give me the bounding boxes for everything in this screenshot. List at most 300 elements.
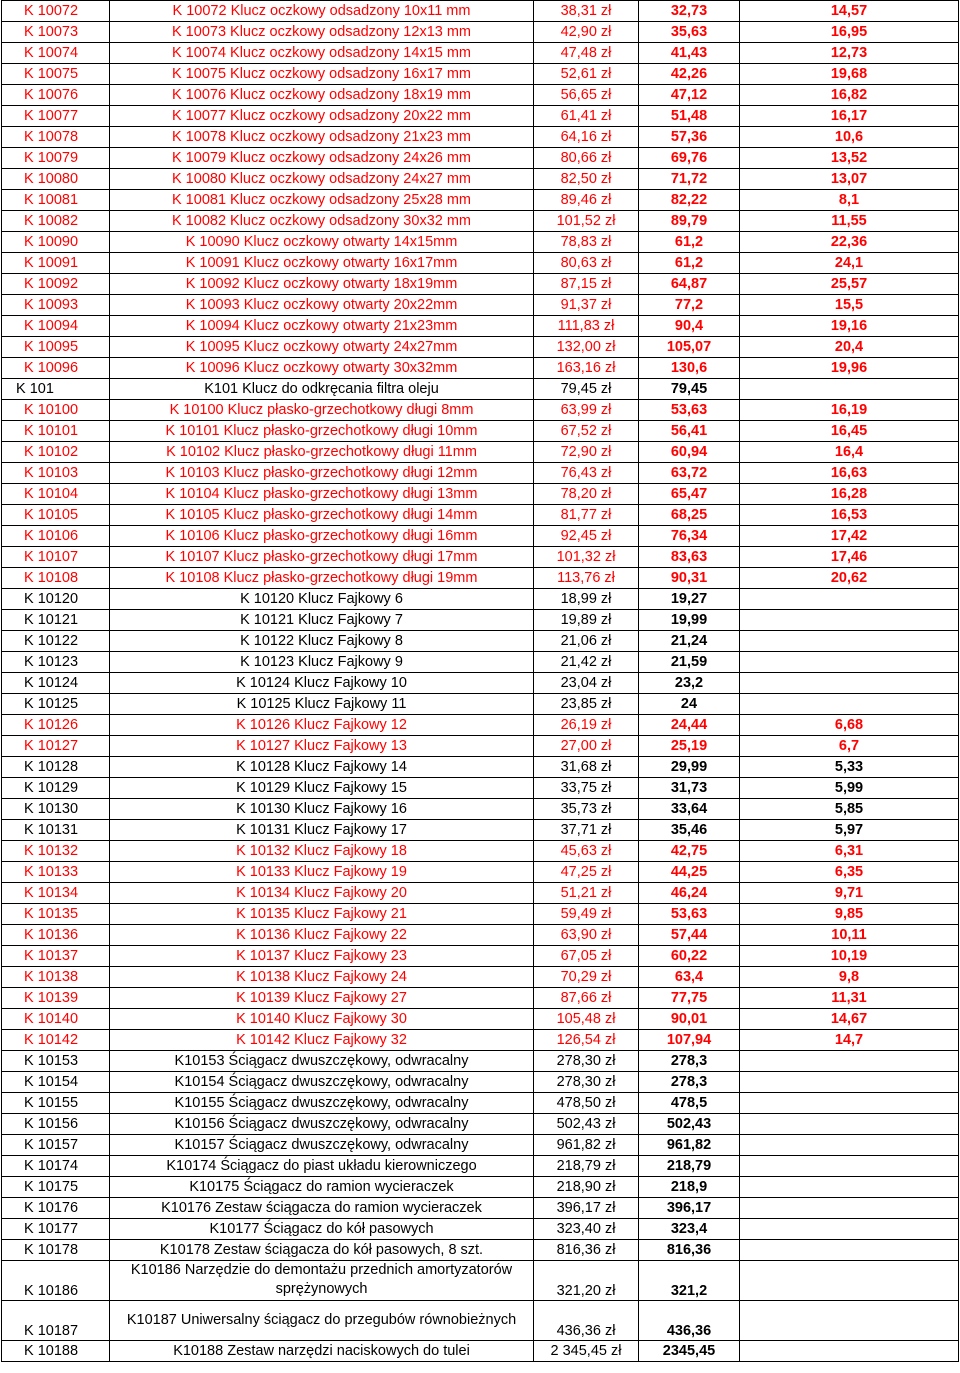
table-row <box>2 757 959 778</box>
net-price-cell: 64,87 <box>639 274 740 295</box>
gross-price-cell: 816,36 zł <box>534 1240 639 1261</box>
gross-price-cell: 63,90 zł <box>534 925 639 946</box>
product-name-cell: K10187 Uniwersalny ściągacz do przegubów równobieżnych <box>110 1301 534 1341</box>
product-name-cell: K10174 Ściągacz do piast układu kierowniczego <box>110 1156 534 1177</box>
gross-price-cell: 64,16 zł <box>534 127 639 148</box>
product-code-cell: K 10080 <box>2 169 110 190</box>
product-name-cell: K 10091 Klucz oczkowy otwarty 16x17mm <box>110 253 534 274</box>
gross-price-cell: 132,00 zł <box>534 337 639 358</box>
discount-cell: 16,63 <box>740 463 959 484</box>
gross-price-cell: 80,66 zł <box>534 148 639 169</box>
table-row <box>2 967 959 988</box>
gross-price-cell: 56,65 zł <box>534 85 639 106</box>
product-name-cell: K 10108 Klucz płasko-grzechotkowy długi 19mm <box>110 568 534 589</box>
product-name-cell: K 10092 Klucz oczkowy otwarty 18x19mm <box>110 274 534 295</box>
table-row <box>2 1198 959 1219</box>
gross-price-cell: 92,45 zł <box>534 526 639 547</box>
discount-cell: 22,36 <box>740 232 959 253</box>
product-code-cell: K 10090 <box>2 232 110 253</box>
gross-price-cell: 63,99 zł <box>534 400 639 421</box>
product-name-cell: K 10076 Klucz oczkowy odsadzony 18x19 mm <box>110 85 534 106</box>
net-price-cell: 77,2 <box>639 295 740 316</box>
product-name-cell: K10177 Ściągacz do kół pasowych <box>110 1219 534 1240</box>
table-row <box>2 1240 959 1261</box>
table-body <box>2 1 959 1362</box>
product-name-cell: K10156 Ściągacz dwuszczękowy, odwracalny <box>110 1114 534 1135</box>
product-code-cell: K 10094 <box>2 316 110 337</box>
discount-cell: 13,07 <box>740 169 959 190</box>
gross-price-cell: 87,15 zł <box>534 274 639 295</box>
discount-cell: 17,46 <box>740 547 959 568</box>
gross-price-cell: 81,77 zł <box>534 505 639 526</box>
gross-price-cell: 126,54 zł <box>534 1030 639 1051</box>
product-name-cell: K 10139 Klucz Fajkowy 27 <box>110 988 534 1009</box>
table-row <box>2 652 959 673</box>
net-price-cell: 29,99 <box>639 757 740 778</box>
product-name-cell: K 10072 Klucz oczkowy odsadzony 10x11 mm <box>110 1 534 22</box>
net-price-cell: 816,36 <box>639 1240 740 1261</box>
gross-price-cell: 70,29 zł <box>534 967 639 988</box>
discount-cell <box>740 1093 959 1114</box>
gross-price-cell: 101,52 zł <box>534 211 639 232</box>
net-price-cell: 77,75 <box>639 988 740 1009</box>
product-name-cell: K10153 Ściągacz dwuszczękowy, odwracalny <box>110 1051 534 1072</box>
product-code-cell: K 10129 <box>2 778 110 799</box>
table-row <box>2 673 959 694</box>
net-price-cell: 25,19 <box>639 736 740 757</box>
discount-cell: 10,6 <box>740 127 959 148</box>
product-code-cell: K 10154 <box>2 1072 110 1093</box>
product-code-cell: K 10178 <box>2 1240 110 1261</box>
table-row <box>2 1051 959 1072</box>
net-price-cell: 436,36 <box>639 1301 740 1341</box>
net-price-cell: 53,63 <box>639 400 740 421</box>
net-price-cell: 47,12 <box>639 85 740 106</box>
net-price-cell: 218,9 <box>639 1177 740 1198</box>
product-code-cell: K 10136 <box>2 925 110 946</box>
product-code-cell: K 10092 <box>2 274 110 295</box>
discount-cell: 9,71 <box>740 883 959 904</box>
product-code-cell: K 10135 <box>2 904 110 925</box>
product-name-cell: K 10103 Klucz płasko-grzechotkowy długi 12mm <box>110 463 534 484</box>
product-code-cell: K 10126 <box>2 715 110 736</box>
gross-price-cell: 91,37 zł <box>534 295 639 316</box>
gross-price-cell: 21,06 zł <box>534 631 639 652</box>
table-row <box>2 1341 959 1362</box>
product-code-cell: K 10153 <box>2 1051 110 1072</box>
product-code-cell: K 10077 <box>2 106 110 127</box>
net-price-cell: 130,6 <box>639 358 740 379</box>
net-price-cell: 35,46 <box>639 820 740 841</box>
discount-cell: 9,85 <box>740 904 959 925</box>
gross-price-cell: 111,83 zł <box>534 316 639 337</box>
product-name-cell: K 10124 Klucz Fajkowy 10 <box>110 673 534 694</box>
product-code-cell: K 10105 <box>2 505 110 526</box>
table-row <box>2 1093 959 1114</box>
discount-cell: 12,73 <box>740 43 959 64</box>
table-row <box>2 106 959 127</box>
gross-price-cell: 101,32 zł <box>534 547 639 568</box>
net-price-cell: 71,72 <box>639 169 740 190</box>
product-code-cell: K 10096 <box>2 358 110 379</box>
product-code-cell: K 10123 <box>2 652 110 673</box>
table-row <box>2 610 959 631</box>
product-name-cell: K 10121 Klucz Fajkowy 7 <box>110 610 534 631</box>
product-name-cell: K 10134 Klucz Fajkowy 20 <box>110 883 534 904</box>
product-name-cell: K 10129 Klucz Fajkowy 15 <box>110 778 534 799</box>
net-price-cell: 23,2 <box>639 673 740 694</box>
gross-price-cell: 278,30 zł <box>534 1051 639 1072</box>
net-price-cell: 323,4 <box>639 1219 740 1240</box>
discount-cell: 11,55 <box>740 211 959 232</box>
discount-cell: 6,31 <box>740 841 959 862</box>
discount-cell: 5,99 <box>740 778 959 799</box>
gross-price-cell: 26,19 zł <box>534 715 639 736</box>
gross-price-cell: 59,49 zł <box>534 904 639 925</box>
gross-price-cell: 38,31 zł <box>534 1 639 22</box>
gross-price-cell: 396,17 zł <box>534 1198 639 1219</box>
product-code-cell: K 10075 <box>2 64 110 85</box>
product-code-cell: K 10122 <box>2 631 110 652</box>
discount-cell <box>740 1135 959 1156</box>
product-name-cell: K10178 Zestaw ściągacza do kół pasowych, 8 szt. <box>110 1240 534 1261</box>
product-name-cell: K 10090 Klucz oczkowy otwarty 14x15mm <box>110 232 534 253</box>
discount-cell: 9,8 <box>740 967 959 988</box>
product-name-cell: K10186 Narzędzie do demontażu przednich amortyzatorów sprężynowych <box>110 1261 534 1301</box>
net-price-cell: 31,73 <box>639 778 740 799</box>
discount-cell: 8,1 <box>740 190 959 211</box>
product-code-cell: K 10142 <box>2 1030 110 1051</box>
gross-price-cell: 76,43 zł <box>534 463 639 484</box>
product-code-cell: K 10101 <box>2 421 110 442</box>
product-name-cell: K 10133 Klucz Fajkowy 19 <box>110 862 534 883</box>
net-price-cell: 2345,45 <box>639 1341 740 1362</box>
product-code-cell: K 10076 <box>2 85 110 106</box>
gross-price-cell: 436,36 zł <box>534 1301 639 1341</box>
net-price-cell: 502,43 <box>639 1114 740 1135</box>
net-price-cell: 57,44 <box>639 925 740 946</box>
net-price-cell: 51,48 <box>639 106 740 127</box>
discount-cell <box>740 1198 959 1219</box>
table-row <box>2 1219 959 1240</box>
net-price-cell: 278,3 <box>639 1051 740 1072</box>
net-price-cell: 53,63 <box>639 904 740 925</box>
product-name-cell: K 10125 Klucz Fajkowy 11 <box>110 694 534 715</box>
table-row <box>2 148 959 169</box>
product-name-cell: K 10075 Klucz oczkowy odsadzony 16x17 mm <box>110 64 534 85</box>
discount-cell: 11,31 <box>740 988 959 1009</box>
product-code-cell: K 10107 <box>2 547 110 568</box>
table-row <box>2 1261 959 1301</box>
gross-price-cell: 218,90 zł <box>534 1177 639 1198</box>
product-code-cell: K 10121 <box>2 610 110 631</box>
product-name-cell: K 10079 Klucz oczkowy odsadzony 24x26 mm <box>110 148 534 169</box>
net-price-cell: 35,63 <box>639 22 740 43</box>
net-price-cell: 218,79 <box>639 1156 740 1177</box>
net-price-cell: 41,43 <box>639 43 740 64</box>
discount-cell: 16,19 <box>740 400 959 421</box>
product-code-cell: K 10139 <box>2 988 110 1009</box>
product-name-cell: K10155 Ściągacz dwuszczękowy, odwracalny <box>110 1093 534 1114</box>
product-code-cell: K 10093 <box>2 295 110 316</box>
product-name-cell: K 10093 Klucz oczkowy otwarty 20x22mm <box>110 295 534 316</box>
product-code-cell: K 10138 <box>2 967 110 988</box>
product-code-cell: K 10176 <box>2 1198 110 1219</box>
product-code-cell: K 10125 <box>2 694 110 715</box>
discount-cell <box>740 1301 959 1341</box>
table-row <box>2 568 959 589</box>
net-price-cell: 57,36 <box>639 127 740 148</box>
net-price-cell: 76,34 <box>639 526 740 547</box>
gross-price-cell: 47,25 zł <box>534 862 639 883</box>
net-price-cell: 60,22 <box>639 946 740 967</box>
table-row <box>2 400 959 421</box>
product-name-cell: K 10132 Klucz Fajkowy 18 <box>110 841 534 862</box>
table-row <box>2 820 959 841</box>
product-name-cell: K 10123 Klucz Fajkowy 9 <box>110 652 534 673</box>
product-code-cell: K 10106 <box>2 526 110 547</box>
net-price-cell: 61,2 <box>639 232 740 253</box>
discount-cell: 15,5 <box>740 295 959 316</box>
product-code-cell: K 10134 <box>2 883 110 904</box>
discount-cell <box>740 631 959 652</box>
gross-price-cell: 2 345,45 zł <box>534 1341 639 1362</box>
product-name-cell: K101 Klucz do odkręcania filtra oleju <box>110 379 534 400</box>
discount-cell: 19,16 <box>740 316 959 337</box>
net-price-cell: 90,4 <box>639 316 740 337</box>
table-row <box>2 1072 959 1093</box>
product-code-cell: K 10140 <box>2 1009 110 1030</box>
gross-price-cell: 82,50 zł <box>534 169 639 190</box>
table-row <box>2 736 959 757</box>
gross-price-cell: 19,89 zł <box>534 610 639 631</box>
gross-price-cell: 321,20 zł <box>534 1261 639 1301</box>
table-row <box>2 463 959 484</box>
gross-price-cell: 18,99 zł <box>534 589 639 610</box>
gross-price-cell: 47,48 zł <box>534 43 639 64</box>
discount-cell: 14,67 <box>740 1009 959 1030</box>
table-row <box>2 1135 959 1156</box>
product-name-cell: K 10104 Klucz płasko-grzechotkowy długi 13mm <box>110 484 534 505</box>
discount-cell: 19,68 <box>740 64 959 85</box>
product-name-cell: K 10082 Klucz oczkowy odsadzony 30x32 mm <box>110 211 534 232</box>
net-price-cell: 321,2 <box>639 1261 740 1301</box>
discount-cell: 16,4 <box>740 442 959 463</box>
discount-cell: 16,53 <box>740 505 959 526</box>
net-price-cell: 396,17 <box>639 1198 740 1219</box>
product-name-cell: K 10096 Klucz oczkowy otwarty 30x32mm <box>110 358 534 379</box>
product-name-cell: K 10078 Klucz oczkowy odsadzony 21x23 mm <box>110 127 534 148</box>
net-price-cell: 21,59 <box>639 652 740 673</box>
product-name-cell: K 10130 Klucz Fajkowy 16 <box>110 799 534 820</box>
product-name-cell: K 10126 Klucz Fajkowy 12 <box>110 715 534 736</box>
product-name-cell: K 10094 Klucz oczkowy otwarty 21x23mm <box>110 316 534 337</box>
table-row <box>2 589 959 610</box>
discount-cell: 10,11 <box>740 925 959 946</box>
net-price-cell: 278,3 <box>639 1072 740 1093</box>
table-row <box>2 799 959 820</box>
table-row <box>2 946 959 967</box>
product-name-cell: K 10101 Klucz płasko-grzechotkowy długi 10mm <box>110 421 534 442</box>
table-row <box>2 1177 959 1198</box>
discount-cell: 16,28 <box>740 484 959 505</box>
table-row <box>2 841 959 862</box>
product-name-cell: K 10135 Klucz Fajkowy 21 <box>110 904 534 925</box>
gross-price-cell: 23,85 zł <box>534 694 639 715</box>
product-name-cell: K 10120 Klucz Fajkowy 6 <box>110 589 534 610</box>
product-name-cell: K10176 Zestaw ściągacza do ramion wycieraczek <box>110 1198 534 1219</box>
gross-price-cell: 21,42 zł <box>534 652 639 673</box>
table-row <box>2 1301 959 1341</box>
table-row <box>2 337 959 358</box>
product-name-cell: K 10073 Klucz oczkowy odsadzony 12x13 mm <box>110 22 534 43</box>
table-row <box>2 925 959 946</box>
table-row <box>2 484 959 505</box>
product-name-cell: K 10081 Klucz oczkowy odsadzony 25x28 mm <box>110 190 534 211</box>
table-row <box>2 1156 959 1177</box>
product-code-cell: K 10155 <box>2 1093 110 1114</box>
net-price-cell: 83,63 <box>639 547 740 568</box>
table-row <box>2 274 959 295</box>
product-name-cell: K 10122 Klucz Fajkowy 8 <box>110 631 534 652</box>
product-name-cell: K 10106 Klucz płasko-grzechotkowy długi 16mm <box>110 526 534 547</box>
table-row <box>2 862 959 883</box>
product-name-cell: K10188 Zestaw narzędzi naciskowych do tulei <box>110 1341 534 1362</box>
gross-price-cell: 33,75 zł <box>534 778 639 799</box>
net-price-cell: 90,31 <box>639 568 740 589</box>
product-name-cell: K10157 Ściągacz dwuszczękowy, odwracalny <box>110 1135 534 1156</box>
net-price-cell: 107,94 <box>639 1030 740 1051</box>
net-price-cell: 961,82 <box>639 1135 740 1156</box>
gross-price-cell: 78,20 zł <box>534 484 639 505</box>
table-row <box>2 64 959 85</box>
net-price-cell: 63,4 <box>639 967 740 988</box>
net-price-cell: 105,07 <box>639 337 740 358</box>
gross-price-cell: 67,05 zł <box>534 946 639 967</box>
gross-price-cell: 323,40 zł <box>534 1219 639 1240</box>
net-price-cell: 61,2 <box>639 253 740 274</box>
net-price-cell: 44,25 <box>639 862 740 883</box>
discount-cell: 5,85 <box>740 799 959 820</box>
discount-cell: 5,97 <box>740 820 959 841</box>
product-name-cell: K 10127 Klucz Fajkowy 13 <box>110 736 534 757</box>
table-row <box>2 1030 959 1051</box>
gross-price-cell: 218,79 zł <box>534 1156 639 1177</box>
table-row <box>2 22 959 43</box>
net-price-cell: 478,5 <box>639 1093 740 1114</box>
table-row <box>2 715 959 736</box>
discount-cell <box>740 1114 959 1135</box>
gross-price-cell: 89,46 zł <box>534 190 639 211</box>
product-code-cell: K 10103 <box>2 463 110 484</box>
gross-price-cell: 80,63 zł <box>534 253 639 274</box>
product-code-cell: K 10177 <box>2 1219 110 1240</box>
discount-cell: 14,57 <box>740 1 959 22</box>
product-code-cell: K 10095 <box>2 337 110 358</box>
product-name-cell: K 10140 Klucz Fajkowy 30 <box>110 1009 534 1030</box>
discount-cell <box>740 1219 959 1240</box>
gross-price-cell: 42,90 zł <box>534 22 639 43</box>
product-code-cell: K 10100 <box>2 400 110 421</box>
net-price-cell: 46,24 <box>639 883 740 904</box>
product-code-cell: K 10124 <box>2 673 110 694</box>
table-row <box>2 1114 959 1135</box>
discount-cell: 16,45 <box>740 421 959 442</box>
product-name-cell: K 10074 Klucz oczkowy odsadzony 14x15 mm <box>110 43 534 64</box>
discount-cell <box>740 1341 959 1362</box>
table-row <box>2 883 959 904</box>
table-row <box>2 253 959 274</box>
product-name-cell: K10154 Ściągacz dwuszczękowy, odwracalny <box>110 1072 534 1093</box>
product-code-cell: K 10082 <box>2 211 110 232</box>
discount-cell <box>740 379 959 400</box>
table-row <box>2 1009 959 1030</box>
discount-cell: 24,1 <box>740 253 959 274</box>
discount-cell: 19,96 <box>740 358 959 379</box>
discount-cell <box>740 610 959 631</box>
table-row <box>2 547 959 568</box>
table-row <box>2 421 959 442</box>
table-row <box>2 358 959 379</box>
discount-cell: 20,62 <box>740 568 959 589</box>
table-row <box>2 1 959 22</box>
product-name-cell: K 10137 Klucz Fajkowy 23 <box>110 946 534 967</box>
table-row <box>2 694 959 715</box>
net-price-cell: 65,47 <box>639 484 740 505</box>
gross-price-cell: 52,61 zł <box>534 64 639 85</box>
net-price-cell: 21,24 <box>639 631 740 652</box>
product-code-cell: K 10131 <box>2 820 110 841</box>
product-code-cell: K 10073 <box>2 22 110 43</box>
net-price-cell: 42,75 <box>639 841 740 862</box>
gross-price-cell: 87,66 zł <box>534 988 639 1009</box>
discount-cell: 13,52 <box>740 148 959 169</box>
net-price-cell: 63,72 <box>639 463 740 484</box>
product-name-cell: K 10080 Klucz oczkowy odsadzony 24x27 mm <box>110 169 534 190</box>
product-code-cell: K 10108 <box>2 568 110 589</box>
product-code-cell: K 10157 <box>2 1135 110 1156</box>
product-code-cell: K 10079 <box>2 148 110 169</box>
product-name-cell: K10175 Ściągacz do ramion wycieraczek <box>110 1177 534 1198</box>
net-price-cell: 42,26 <box>639 64 740 85</box>
discount-cell: 16,17 <box>740 106 959 127</box>
discount-cell <box>740 1072 959 1093</box>
discount-cell: 20,4 <box>740 337 959 358</box>
net-price-cell: 24,44 <box>639 715 740 736</box>
discount-cell: 25,57 <box>740 274 959 295</box>
product-code-cell: K 10188 <box>2 1341 110 1362</box>
product-code-cell: K 10133 <box>2 862 110 883</box>
discount-cell <box>740 589 959 610</box>
discount-cell: 16,95 <box>740 22 959 43</box>
product-code-cell: K 10156 <box>2 1114 110 1135</box>
gross-price-cell: 31,68 zł <box>534 757 639 778</box>
product-code-cell: K 10104 <box>2 484 110 505</box>
gross-price-cell: 45,63 zł <box>534 841 639 862</box>
net-price-cell: 60,94 <box>639 442 740 463</box>
product-code-cell: K 10186 <box>2 1261 110 1301</box>
net-price-cell: 56,41 <box>639 421 740 442</box>
discount-cell: 17,42 <box>740 526 959 547</box>
product-code-cell: K 10102 <box>2 442 110 463</box>
price-table <box>1 0 959 1362</box>
gross-price-cell: 105,48 zł <box>534 1009 639 1030</box>
net-price-cell: 82,22 <box>639 190 740 211</box>
gross-price-cell: 113,76 zł <box>534 568 639 589</box>
gross-price-cell: 72,90 zł <box>534 442 639 463</box>
product-code-cell: K 10187 <box>2 1301 110 1341</box>
product-name-cell: K 10102 Klucz płasko-grzechotkowy długi 11mm <box>110 442 534 463</box>
